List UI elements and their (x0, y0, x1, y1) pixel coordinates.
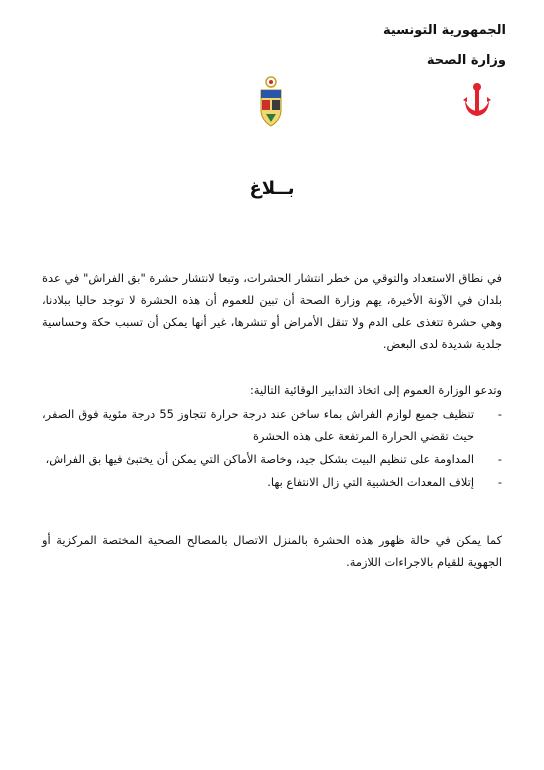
list-item (42, 471, 502, 493)
closing-paragraph: كما يمكن في حالة ظهور هذه الحشرة بالمنزل الاتصال بالمصالح الصحية المختصة المركزية أو الجهوية للقيام بالاجراءات اللازمة. (42, 533, 502, 570)
list-item (42, 448, 502, 470)
document-title: بــلاغ (249, 178, 295, 199)
intro-paragraph: في نطاق الاستعداد والتوقي من خطر انتشار الحشرات، وتبعا لانتشار حشرة "بق الفراش" في عدة بلدان في الآونة الأخيرة، يهم وزارة الصحة أن تبين للعموم أن هذه الحشرة لا توجد حاليا ببلادنا، وهي حشرة تتغذى على الدم ولا تنقل الأمراض أو تنشرها، غير أنها يمكن أن تسبب حكة وحساسية جلدية شديدة لدى البعض. (42, 271, 502, 352)
bullet-dash: - (497, 407, 502, 421)
letterhead (383, 16, 506, 76)
ministry-of-health-logo-icon (462, 80, 492, 120)
measure-text: إتلاف المعدات الخشبية التي زال الانتفاع بها. (267, 475, 474, 489)
measures-list (42, 403, 502, 494)
measure-text: المداومة على تنظيم البيت بشكل جيد، وخاصة الأماكن التي يمكن أن يختبئ فيها بق الفراش، (45, 452, 474, 466)
bullet-dash: - (497, 475, 502, 489)
tunisia-coat-of-arms-icon (258, 76, 284, 128)
call-paragraph: وتدعو الوزارة العموم إلى اتخاذ التدابير الوقائية التالية: (250, 383, 502, 398)
ministry-name: وزارة الصحة (426, 53, 506, 68)
bullet-dash: - (497, 452, 502, 466)
measure-text: تنظيف جميع لوازم الفراش بماء ساخن عند درجة حرارة تتجاوز 55 درجة مئوية فوق الصفر، حيث تقضي الحرارة المرتفعة على هذه الحشرة (42, 407, 474, 443)
list-item (42, 403, 502, 447)
republic-name: الجمهورية التونسية (382, 23, 506, 38)
